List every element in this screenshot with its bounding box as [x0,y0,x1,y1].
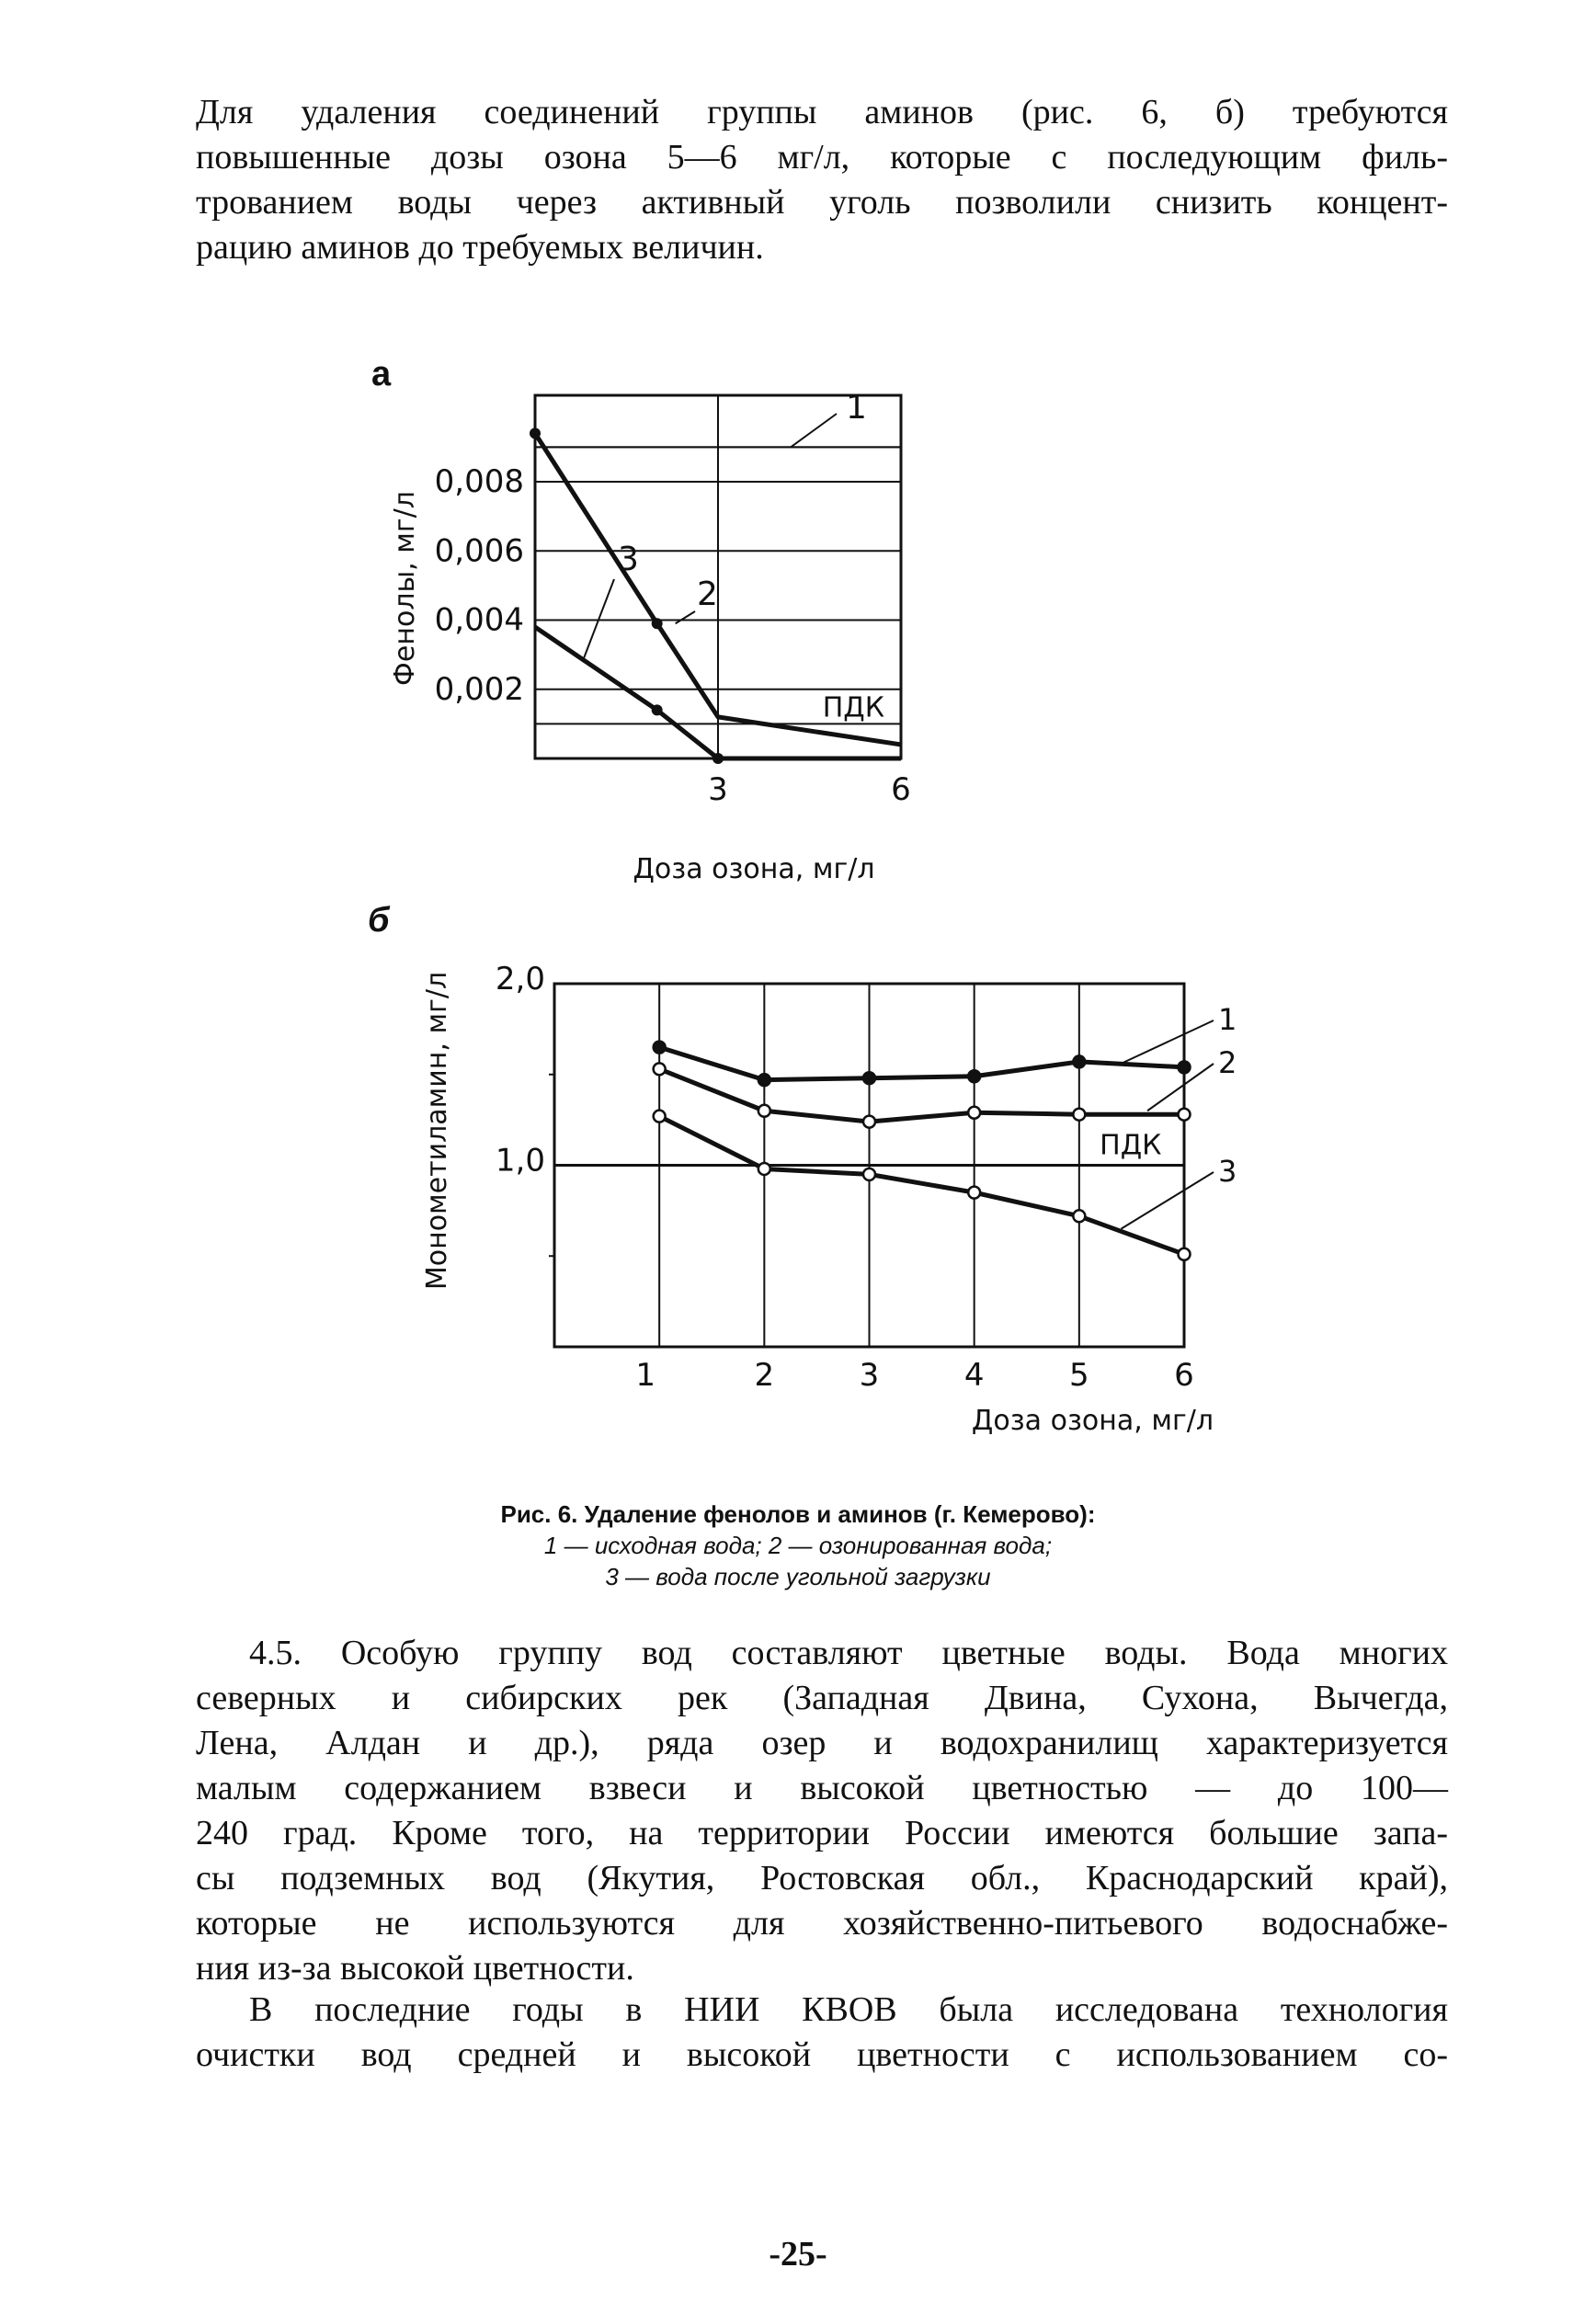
leader-line [1122,1020,1214,1064]
x-tick-label: 3 [708,771,728,808]
text-line: 240 град. Кроме того, на территории России имеются большие запа- [196,1814,1448,1852]
leader-line [791,414,837,447]
leader-line [584,579,614,658]
pdk-label: ПДК [1100,1129,1162,1162]
leader-line [1122,1172,1214,1229]
data-point [1073,1055,1085,1067]
x-axis-label: Доза озона, мг/л [971,1405,1214,1437]
y-tick-label: 0,004 [434,601,524,639]
series-label: 1 [1218,1002,1237,1037]
paragraph-4-5 [196,1631,1448,1991]
text-line: повышенные дозы озона 5—6 мг/л, которые с последующим филь- [196,138,1448,177]
data-point [968,1070,980,1082]
x-tick-label: 1 [635,1357,656,1394]
x-tick-label: 6 [1174,1357,1194,1394]
leader-line [676,611,695,623]
series-label: 2 [1218,1045,1237,1080]
x-tick-label: 3 [859,1357,880,1394]
data-point [654,1042,666,1054]
series-line-1 [659,1047,1184,1080]
y-tick-label: 0,002 [434,670,524,708]
x-tick-label: 2 [754,1357,775,1394]
data-point [1179,1109,1191,1121]
text-line: рацию аминов до требуемых величин. [196,228,764,267]
figure-caption [0,1499,1596,1592]
text-line: Лена, Алдан и др.), ряда озер и водохранилищ характеризуется [196,1724,1448,1762]
text-line: ния из-за высокой цветности. [196,1949,634,1988]
data-point [758,1074,770,1086]
y-axis-label: Фенолы, мг/л [389,491,421,686]
panel-a-letter: а [371,355,392,393]
text-line: которые не используются для хозяйственно-питьевого водоснабже- [196,1904,1448,1943]
data-point [712,753,724,764]
series-label: 2 [697,576,718,613]
data-point [652,704,663,715]
y-axis-label: Монометиламин, мг/л [421,971,453,1291]
x-tick-label: 4 [963,1357,985,1394]
data-point [863,1116,875,1128]
text-line: 4.5. Особую группу вод составляют цветные воды. Вода многих [249,1634,1448,1672]
data-point [1073,1210,1085,1222]
intro-paragraph [196,90,1448,270]
caption-legend-line: 1 — исходная вода; 2 — озонированная вода; [543,1532,1053,1559]
data-point [1179,1061,1191,1073]
pdk-label: ПДК [822,691,884,724]
text-line: малым содержанием взвеси и высокой цветностью — до 100— [196,1769,1448,1807]
y-tick-label: 2,0 [495,961,545,997]
text-line: Для удаления соединений группы аминов (рис. 6, б) требуются [196,93,1448,131]
phenols-chart [368,377,938,919]
data-point [1073,1109,1085,1121]
text-line: очистки вод средней и высокой цветности с использованием со- [196,2035,1448,2074]
page-number: -25- [769,2235,827,2274]
data-point [652,618,663,629]
text-line: северных и сибирских рек (Западная Двина, Сухона, Вычегда, [196,1679,1448,1717]
x-tick-label: 5 [1069,1357,1089,1394]
y-tick-label: 1,0 [495,1142,545,1179]
data-point [863,1072,875,1084]
data-point [1179,1248,1191,1260]
monomethylamine-chart [405,956,1287,1453]
data-point [968,1187,980,1199]
paragraph-final [196,1988,1448,2078]
data-point [863,1168,875,1180]
data-point [758,1105,770,1117]
data-point [654,1111,666,1123]
series-label: 3 [618,541,639,578]
y-tick-label: 0,008 [434,463,524,501]
data-point [654,1063,666,1075]
data-point [758,1163,770,1175]
data-point [968,1107,980,1119]
series-label: 3 [1218,1154,1237,1189]
text-line: сы подземных вод (Якутия, Ростовская обл., Краснодарский край), [196,1859,1448,1897]
x-axis-label: Доза озона, мг/л [633,853,875,885]
caption-legend-line: 3 — вода после угольной загрузки [605,1563,991,1590]
caption-title: Рис. 6. Удаление фенолов и аминов (г. Кемерово): [500,1500,1096,1528]
panel-b-letter: б [368,901,390,940]
series-label: 1 [846,389,867,427]
text-line: трованием воды через активный уголь позволили снизить концент- [196,183,1448,222]
y-tick-label: 0,006 [434,532,524,570]
x-tick-label: 6 [891,771,911,808]
text-line: В последние годы в НИИ КВОВ была исследована технология [249,1990,1448,2029]
data-point [530,427,541,439]
